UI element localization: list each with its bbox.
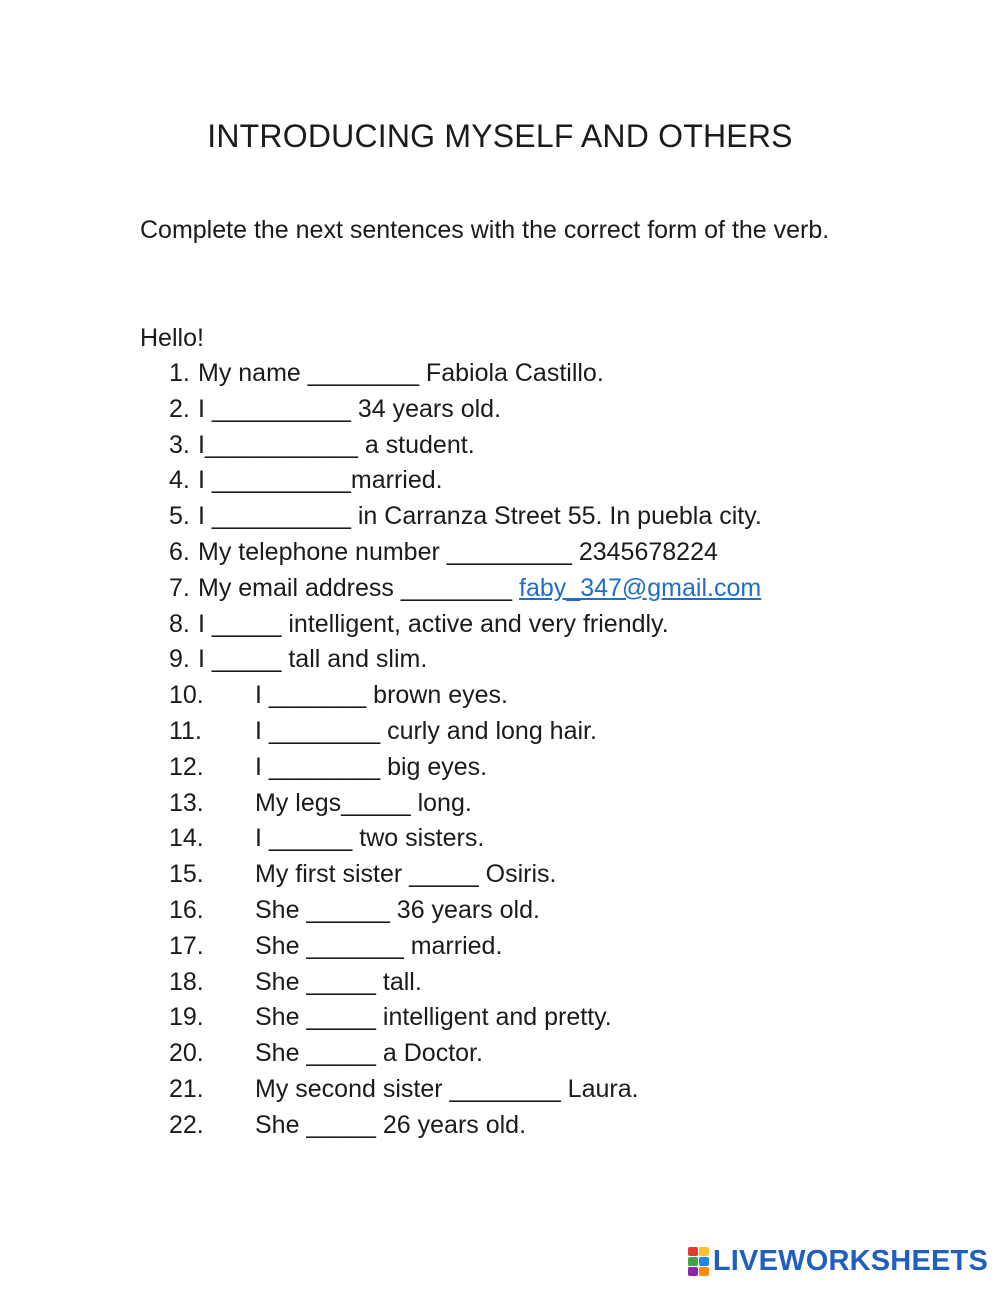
instructions: Complete the next sentences with the correct form of the verb. (140, 216, 830, 244)
sentence-item (0, 356, 1000, 392)
liveworksheets-logo-icon (688, 1247, 708, 1275)
sentence-text: I __________ 34 years old. (198, 394, 502, 423)
item-number: 20. (169, 1039, 204, 1068)
item-number: 9. (169, 645, 190, 674)
sentence-item (0, 965, 1000, 1001)
item-text (255, 893, 540, 929)
sentence-item (0, 499, 1000, 535)
item-text (255, 1036, 483, 1072)
sentence-item (0, 1036, 1000, 1072)
item-number: 18. (169, 967, 204, 996)
sentence-item (0, 607, 1000, 643)
item-text (198, 463, 443, 499)
logo-square (688, 1257, 698, 1266)
item-text (255, 714, 597, 750)
sentence-item (0, 714, 1000, 750)
sentence-text: I ________ curly and long hair. (255, 716, 597, 745)
item-text (255, 965, 422, 1001)
sentence-item (0, 1072, 1000, 1108)
greeting: Hello! (140, 324, 204, 352)
sentence-text: My name ________ Fabiola Castillo. (198, 359, 604, 387)
sentence-text: I ______ two sisters. (255, 824, 485, 853)
sentence-item (0, 1108, 1000, 1144)
item-text (198, 392, 501, 428)
sentence-list (0, 356, 1000, 1144)
sentence-text: She _______ married. (255, 931, 503, 960)
logo-square (699, 1257, 709, 1266)
sentence-text: I _____ intelligent, active and very friendly. (198, 609, 669, 638)
item-number: 22. (169, 1110, 204, 1139)
sentence-text: My telephone number _________ 2345678224 (198, 537, 718, 566)
sentence-item (0, 893, 1000, 929)
sentence-text: She _____ tall. (255, 967, 422, 996)
sentence-item (0, 428, 1000, 464)
sentence-text: I __________ in Carranza Street 55. In puebla city. (198, 502, 762, 531)
logo-square (699, 1247, 709, 1256)
item-number: 21. (169, 1074, 204, 1103)
item-text (255, 929, 502, 965)
sentence-item (0, 821, 1000, 857)
logo-square (699, 1267, 709, 1276)
item-text (255, 786, 472, 822)
page-title: INTRODUCING MYSELF AND OTHERS (207, 118, 793, 154)
sentence-item (0, 857, 1000, 893)
sentence-item (0, 392, 1000, 428)
sentence-item (0, 678, 1000, 714)
item-number: 4. (169, 466, 190, 495)
sentence-item (0, 929, 1000, 965)
sentence-item (0, 535, 1000, 571)
sentence-text: My first sister _____ Osiris. (255, 860, 557, 889)
item-number: 13. (169, 788, 204, 817)
sentence-text: She _____ a Doctor. (255, 1039, 483, 1068)
item-text (198, 499, 762, 535)
sentence-item (0, 571, 1000, 607)
item-number: 5. (169, 502, 190, 531)
item-number: 17. (169, 931, 204, 960)
footer-logo[interactable] (688, 1243, 988, 1279)
sentence-item (0, 1000, 1000, 1036)
sentence-text: She _____ 26 years old. (255, 1110, 527, 1139)
item-text (198, 571, 761, 607)
sentence-text: I___________ a student. (198, 430, 475, 459)
item-text (255, 1108, 526, 1144)
sentence-text: My second sister ________ Laura. (255, 1074, 639, 1103)
item-text (255, 750, 487, 786)
sentence-text: I _______ brown eyes. (255, 681, 508, 710)
item-text (198, 607, 669, 643)
logo-text: LIVEWORKSHEETS (712, 1244, 988, 1277)
sentence-text: My legs_____ long. (255, 788, 472, 817)
item-number: 10. (169, 681, 204, 710)
item-number: 7. (169, 573, 190, 602)
sentence-item (0, 786, 1000, 822)
item-text (198, 356, 604, 392)
item-number: 6. (169, 537, 190, 566)
item-number: 8. (169, 609, 190, 638)
item-text (198, 428, 475, 464)
item-text (255, 1072, 639, 1108)
item-number: 2. (169, 394, 190, 423)
item-text (198, 642, 427, 678)
sentence-text: She ______ 36 years old. (255, 895, 540, 924)
sentence-text: I ________ big eyes. (255, 752, 488, 781)
item-number: 14. (169, 824, 204, 853)
item-number: 3. (169, 430, 190, 459)
sentence-text: I __________married. (198, 466, 443, 495)
item-number: 12. (169, 752, 204, 781)
sentence-text: My email address ________ (198, 573, 520, 602)
item-number: 19. (169, 1003, 204, 1032)
item-number: 15. (169, 860, 204, 889)
item-text (255, 857, 556, 893)
item-text (255, 821, 484, 857)
sentence-item (0, 463, 1000, 499)
sentence-text: I _____ tall and slim. (198, 645, 428, 674)
email-link[interactable]: faby_347@gmail.com (519, 573, 762, 602)
sentence-item (0, 750, 1000, 786)
logo-square (688, 1247, 698, 1256)
sentence-text: She _____ intelligent and pretty. (255, 1003, 612, 1032)
item-number: 16. (169, 895, 204, 924)
logo-square (688, 1267, 698, 1276)
item-text (198, 535, 718, 571)
item-text (255, 1000, 612, 1036)
item-number: 1. (169, 359, 190, 387)
sentence-item (0, 642, 1000, 678)
item-number: 11. (169, 716, 202, 745)
item-text (255, 678, 508, 714)
